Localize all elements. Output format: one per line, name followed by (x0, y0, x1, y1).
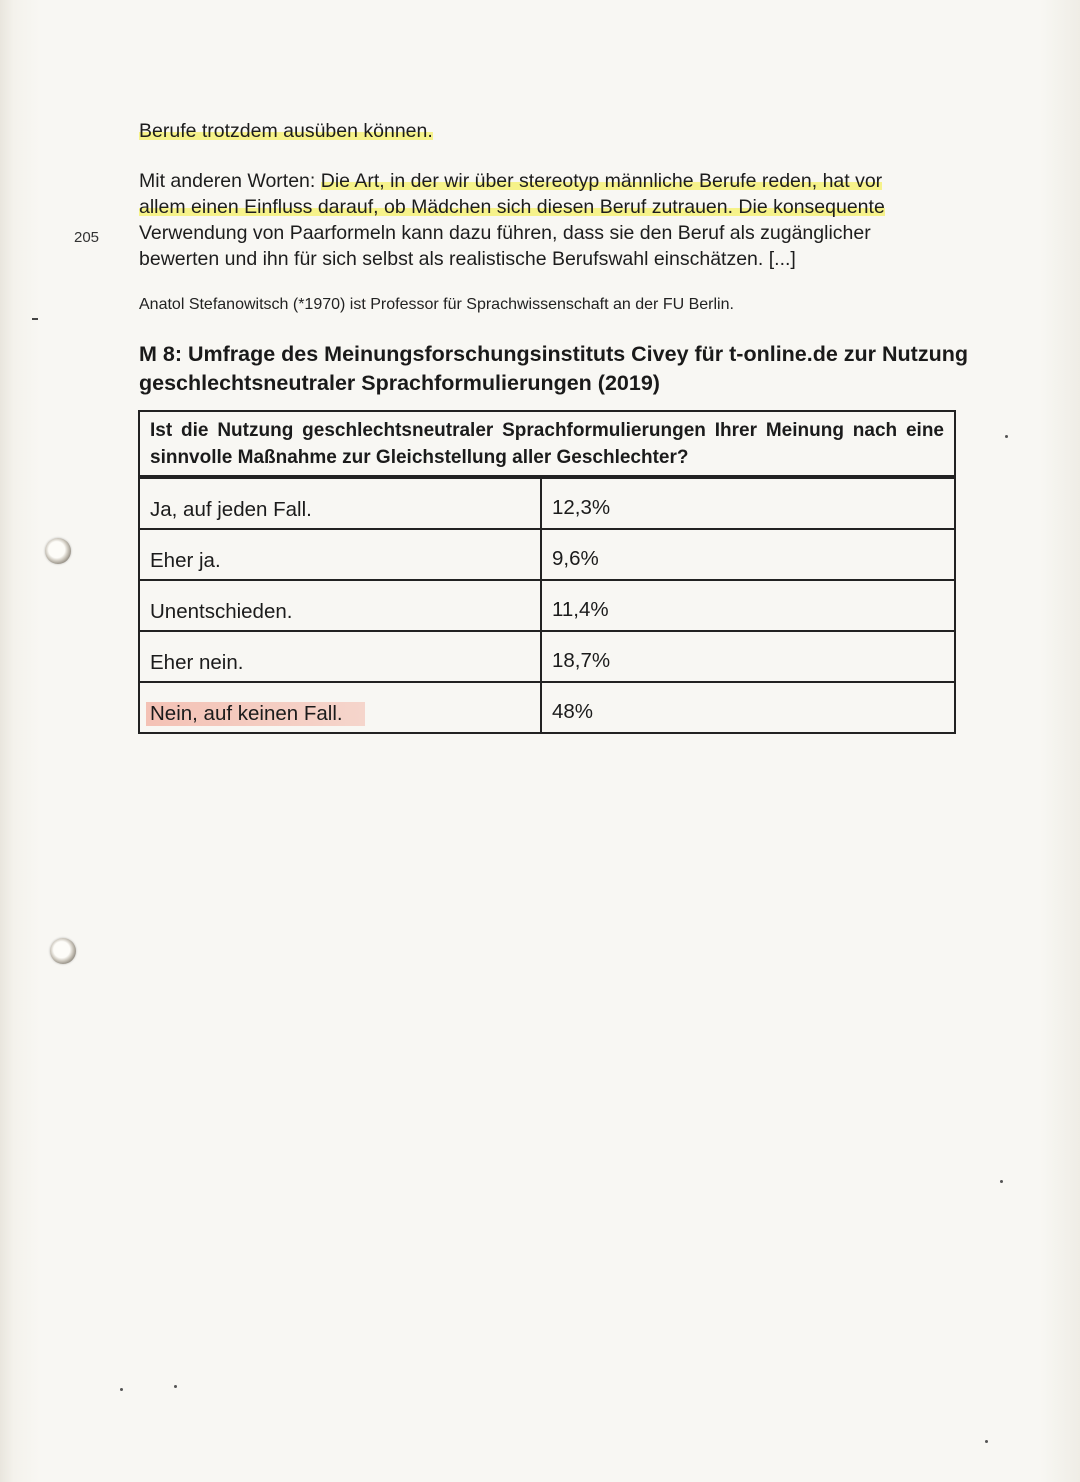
answer-label: Eher nein. (140, 632, 542, 681)
table-row (140, 477, 954, 528)
table-row (140, 630, 954, 681)
answer-value: 18,7% (552, 649, 611, 672)
author-citation: Anatol Stefanowitsch (*1970) ist Professor für Sprachwissenschaft an der FU Berlin. (139, 296, 734, 313)
answer-value: 48% (552, 700, 594, 723)
plain-text: Verwendung von Paarformeln kann dazu führen, dass sie den Beruf als zugänglicher (139, 222, 871, 244)
paper-speck (1005, 435, 1008, 438)
answer-label: Ja, auf jeden Fall. (140, 479, 542, 528)
line-number: 205 (74, 229, 100, 246)
paper-speck (120, 1388, 123, 1391)
plain-text: Mit anderen Worten: (139, 170, 321, 192)
paper-speck (174, 1385, 177, 1388)
highlighted-text: Die Art, in der wir über stereotyp männliche Berufe reden, hat vor (320, 170, 883, 192)
paper-speck (1000, 1180, 1003, 1183)
plain-text: bewerten und ihn für sich selbst als realistische Berufswahl einschätzen. [...] (139, 248, 796, 270)
material-title: M 8: Umfrage des Meinungsforschungsinstituts Civey für t-online.de zur Nutzung geschlechtsneutraler Sprachformulierungen (2019) (139, 342, 968, 395)
text-line (139, 246, 796, 272)
table-row (140, 681, 954, 732)
answer-label-cell (140, 683, 542, 732)
punch-hole-top (45, 538, 71, 564)
answer-value: 9,6% (552, 547, 599, 570)
table-row (140, 528, 954, 579)
text-line (139, 168, 882, 194)
margin-mark (32, 318, 38, 320)
answer-value: 12,3% (552, 496, 611, 519)
paper-speck (985, 1440, 988, 1443)
text-line (139, 194, 885, 220)
text-line (139, 220, 871, 246)
answer-label: Nein, auf keinen Fall. (146, 702, 365, 726)
highlighted-text: Berufe trotzdem ausüben können. (139, 120, 433, 142)
table-row (140, 579, 954, 630)
punch-hole-bottom (50, 938, 76, 964)
text-line (139, 118, 433, 144)
survey-table (138, 410, 956, 734)
survey-question: Ist die Nutzung geschlechtsneutraler Sprachformulierungen Ihrer Meinung nach eine sinnvolle Maßnahme zur Gleichstellung aller Geschlechter? (140, 412, 954, 477)
answer-label: Unentschieden. (140, 581, 542, 630)
highlighted-text: allem einen Einfluss darauf, ob Mädchen sich diesen Beruf zutrauen. Die konsequente (139, 196, 885, 218)
answer-label: Eher ja. (140, 530, 542, 579)
answer-value: 11,4% (552, 598, 609, 621)
